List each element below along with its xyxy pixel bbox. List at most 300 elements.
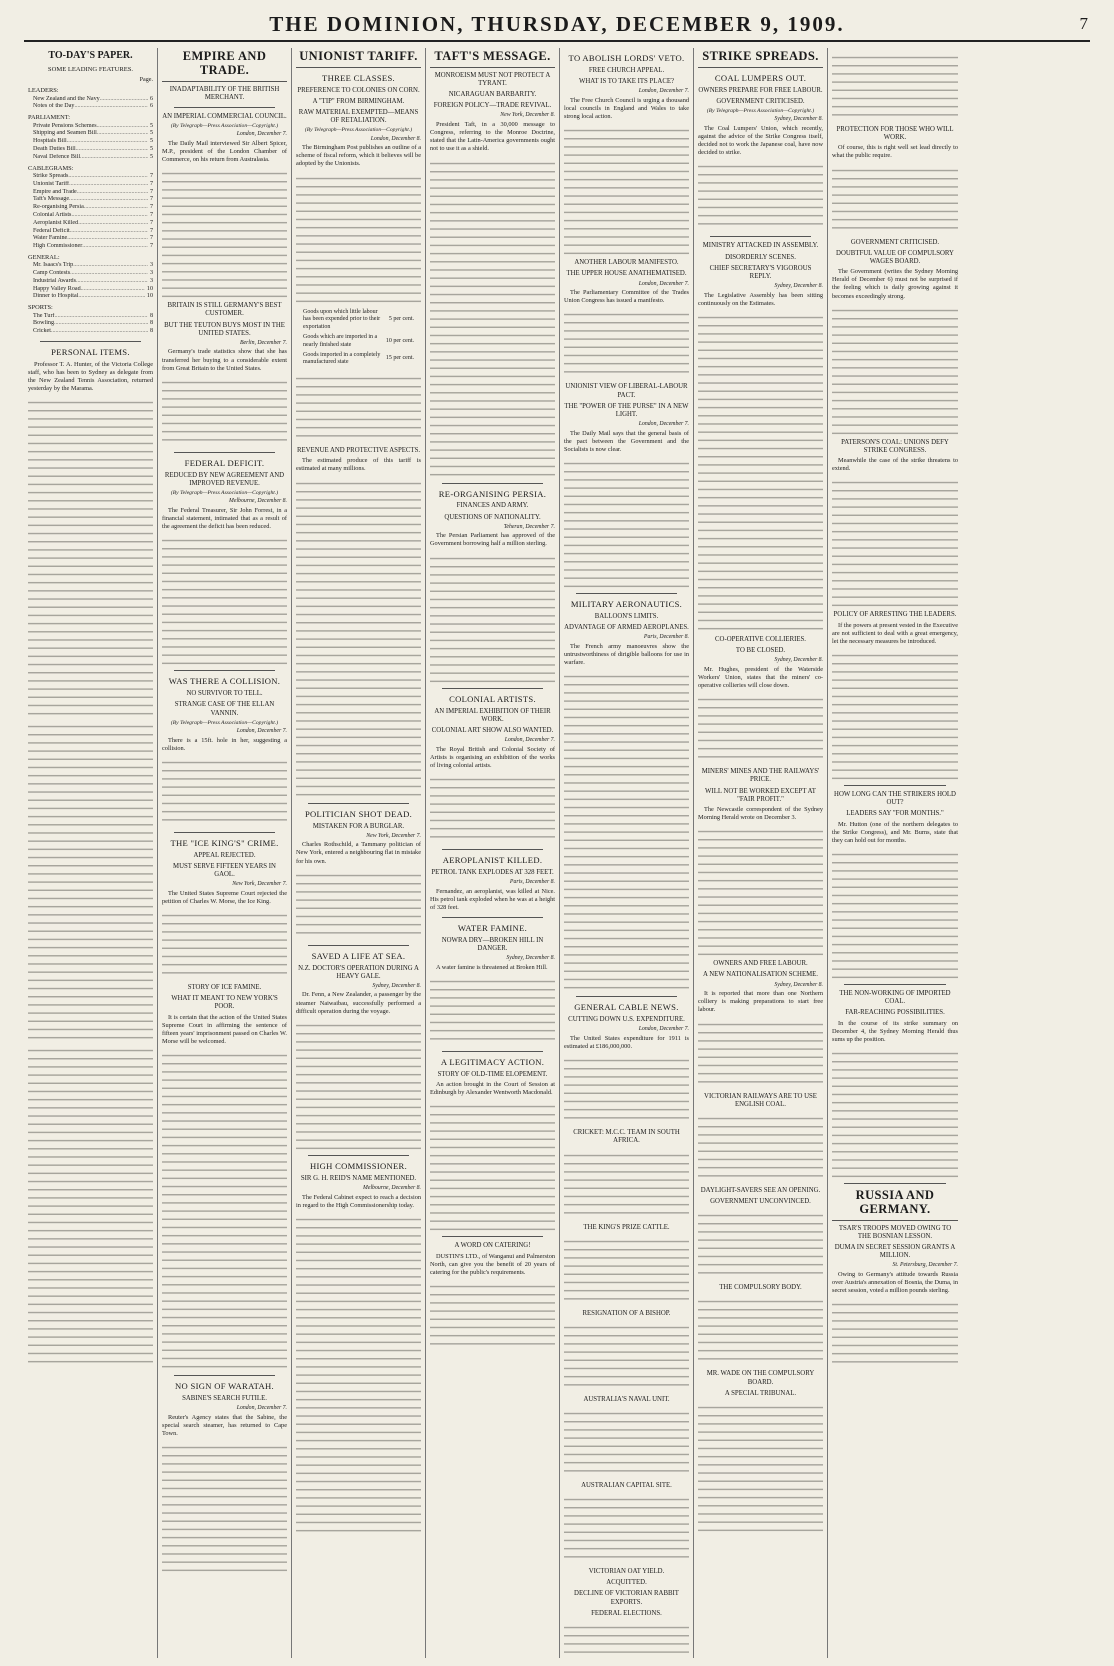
toc-entry-page: 7 (149, 188, 153, 195)
toc-entry-page: 8 (149, 320, 153, 327)
subheadline: NICARAGUAN BARBARITY. (448, 91, 537, 99)
section-divider (442, 1051, 543, 1052)
subheadline: MONROEISM MUST NOT PROTECT A TYRANT. (434, 71, 551, 87)
toc-entry (28, 189, 153, 197)
article-body: The Birmingham Post publishes an outline of a scheme of fiscal reform, which it believes will be adopted by the Unionists. (296, 144, 421, 168)
subheadline: GOVERNMENT UNCONVINCED. (710, 1198, 811, 1206)
headline: RUSSIA AND GERMANY. (832, 1189, 958, 1221)
subheadline: AUSTRALIA'S NAVAL UNIT. (583, 1395, 670, 1403)
dateline: London, December 7. (638, 88, 689, 95)
article-body: Meanwhile the case of the strike threatens to extend. (832, 457, 958, 473)
section-divider (442, 917, 543, 918)
toc-entry-title: Federal Deficit (33, 227, 70, 234)
body-text-block (698, 1402, 823, 1532)
headline: GENERAL CABLE NEWS. (574, 1002, 679, 1013)
toc-entry-title: Colonial Artists (33, 211, 72, 218)
toc-entry (28, 146, 153, 154)
subheadline: PETROL TANK EXPLODES AT 328 FEET. (431, 868, 554, 876)
subheadline: QUESTIONS OF NATIONALITY. (444, 513, 541, 521)
tariff-row (303, 309, 414, 332)
body-text-block (564, 458, 689, 588)
section-divider (40, 341, 141, 342)
subheadline: ADVANTAGE OF ARMED AEROPLANES. (564, 624, 689, 632)
article-body: Owing to Germany's attitude towards Russia over Austria's annexation of Bosnia, the Duma, in secret session, voted a million pounds sterling. (832, 1270, 958, 1295)
page-number: 7 (1079, 14, 1088, 33)
body-text-block (564, 1055, 689, 1125)
subheadline: VICTORIAN OAT YIELD. (588, 1568, 665, 1576)
subheadline: THREE CLASSES. (322, 72, 395, 83)
subheadline: A NEW NATIONALISATION SCHEME. (702, 971, 819, 979)
dateline: London, December 7. (638, 421, 689, 428)
body-text-block (162, 1442, 287, 1572)
headline: AEROPLANIST KILLED. (442, 855, 543, 866)
toc-entry-title: Taft's Message (33, 196, 70, 203)
toc-entry-title: Hospitals Bill (33, 138, 67, 145)
toc-entry-page: 5 (149, 146, 153, 152)
subheadline: BUT THE TEUTON BUYS MOST IN THE UNITED STATES. (164, 321, 285, 337)
subheadline: MINISTRY ATTACKED IN ASSEMBLY. (702, 242, 819, 250)
body-text-block (564, 125, 689, 255)
toc-entry-title: Naval Defence Bill (33, 153, 81, 160)
toc-entry (28, 328, 153, 336)
column-7 (828, 48, 962, 1658)
toc-entry-page: 6 (149, 95, 153, 102)
toc-entry-title: Industrial Awards (33, 277, 76, 284)
toc-entry-title: Happy Valley Road (33, 285, 81, 292)
subheadline: STORY OF ICE FAMINE. (187, 984, 262, 992)
subheadline: INADAPTABILITY OF THE BRITISH MERCHANT. (169, 85, 280, 101)
newspaper-title: THE DOMINION, THURSDAY, DECEMBER 9, 1909. (269, 12, 845, 36)
article-body: Mr. Hughes, president of the Waterside Workers' Union, states that the miners' co-operative collieries will close down. (698, 665, 823, 690)
body-text-block (162, 1050, 287, 1370)
subheadline: OWNERS AND FREE LABOUR. (713, 960, 808, 968)
subheadline: A "TIP" FROM BIRMINGHAM. (312, 97, 405, 105)
dateline: Melbourne, December 8. (363, 1184, 421, 1191)
subheadline: RESIGNATION OF A BISHOP. (582, 1309, 671, 1317)
headline: SAVED A LIFE AT SEA. (311, 950, 406, 961)
article-body: The Federal Treasurer, Sir John Forrest, in a financial statement, intimated that as a result of the agreement the deficit has been reduced. (162, 506, 287, 531)
headline: HIGH COMMISSIONER. (309, 1160, 408, 1171)
toc-entry (28, 123, 153, 131)
toc-category: GENERAL: (28, 253, 60, 261)
section-divider (442, 849, 543, 850)
toc-title: TO-DAY'S PAPER. (48, 50, 133, 61)
toc-entry-title: Death Duties Bill (33, 146, 76, 152)
subheadline: PREFERENCE TO COLONIES ON CORN. (297, 86, 420, 94)
subheadline: CHIEF SECRETARY'S VIGOROUS REPLY. (709, 264, 812, 280)
subheadline: DECLINE OF VICTORIAN RABBIT EXPORTS. (574, 1590, 679, 1606)
toc-entry-title: Dinner to Hospital (33, 293, 79, 300)
subheadline: AN IMPERIAL EXHIBITION OF THEIR WORK. (434, 707, 551, 723)
dateline: London, December 7. (236, 728, 287, 735)
section-divider (844, 1183, 946, 1184)
section-divider (442, 483, 543, 484)
toc-entry (28, 243, 153, 251)
headline: COLONIAL ARTISTS. (449, 693, 536, 704)
dateline: Teheran, December 7. (503, 523, 555, 530)
toc-entry-page: 5 (149, 153, 153, 160)
article-body: Professor T. A. Hunter, of the Victoria College staff, who has been to Sydney as delegate from the New Zealand Tennis Association, returned yesterday by the Marama. (28, 360, 153, 393)
article-body: The Coal Lumpers' Union, which recently, against the advice of the Strike Congress itself, decided not to work the Japanese coal, have now decided to strike. (698, 124, 823, 157)
toc-category: LEADERS: (28, 87, 59, 95)
toc-entry-page: 3 (149, 262, 153, 269)
subheadline: THE NON-WORKING OF IMPORTED COAL. (839, 990, 951, 1006)
body-text-block (564, 1150, 689, 1220)
toc-category: PARLIAMENT: (28, 114, 71, 122)
dateline: St. Petersburg, December 7. (892, 1262, 958, 1269)
dateline: Sydney, December 8. (774, 657, 823, 664)
subheadline: APPEAL REJECTED. (193, 851, 256, 859)
subheadline: ACQUITTED. (606, 1579, 647, 1587)
section-divider (576, 593, 677, 594)
toc-subtitle: SOME LEADING FEATURES. (47, 66, 134, 73)
toc-entry-page: 8 (149, 328, 153, 335)
toc-entry-page: 5 (149, 122, 153, 129)
article-body: A water famine is threatened at Broken Hill. (436, 963, 548, 971)
headline: THE "ICE KING'S" CRIME. (170, 837, 279, 848)
body-text-block (296, 478, 421, 798)
subheadline: FOREIGN POLICY—TRADE REVIVAL. (433, 102, 552, 110)
subheadline: FREE CHURCH APPEAL. (588, 66, 665, 74)
toc-entry-page: 7 (149, 243, 153, 250)
subheadline: DAYLIGHT-SAVERS SEE AN OPENING. (700, 1186, 821, 1194)
tariff-table (301, 307, 416, 370)
toc-entry-page: 6 (149, 103, 153, 110)
body-text-block (832, 305, 958, 435)
byline: (By Telegraph—Press Association—Copyright.) (304, 127, 413, 134)
headline: RE-ORGANISING PERSIA. (438, 488, 547, 499)
article-body: The Parliamentary Committee of the Trades Union Congress has issued a manifesto. (564, 289, 689, 305)
section-divider (174, 832, 275, 833)
subheadline: COAL LUMPERS OUT. (714, 72, 807, 83)
toc-entry-page: 7 (149, 196, 153, 203)
dateline: London, December 7. (638, 1026, 689, 1033)
tariff-rate: 5 per cent. (388, 316, 414, 323)
body-text-block (832, 477, 958, 607)
body-text-block (564, 309, 689, 379)
toc-entry (28, 103, 153, 111)
subheadline: DUMA IN SECRET SESSION GRANTS A MILLION. (834, 1243, 956, 1260)
article-body: The estimated produce of this tariff is estimated at many millions. (296, 457, 421, 473)
section-divider (442, 1236, 543, 1237)
toc-entry-page: 7 (149, 211, 153, 218)
subheadline: VICTORIAN RAILWAYS ARE TO USE ENGLISH COAL. (704, 1092, 817, 1108)
toc-entry (28, 181, 153, 189)
article-body: Dr. Fenn, a New Zealander, a passenger by the steamer Naiwaibau, successfully performed a difficult operation during the voyage. (296, 991, 421, 1015)
subheadline: MUST SERVE FIFTEEN YEARS IN GAOL. (173, 862, 276, 879)
toc-entry-title: Cricket (33, 328, 51, 335)
toc-entry (28, 262, 153, 270)
article-body: An action brought in the Court of Session at Edinburgh by Alexander Wentworth Macdonald. (430, 1081, 555, 1097)
subheadline: PATERSON'S COAL: UNIONS DEFY STRIKE CONGRESS. (841, 438, 949, 454)
toc-entry-page: 10 (146, 285, 153, 292)
body-text-block (28, 397, 153, 717)
column-3 (292, 48, 426, 1658)
dateline: Berlin, December 7. (239, 339, 287, 346)
advertisement-text: DUSTIN'S LTD., of Wanganui and Palmerston North, can give you the benefit of 20 years of catering for the public's requirements. (430, 1252, 555, 1276)
subheadline: THE UPPER HOUSE ANATHEMATISED. (566, 270, 687, 278)
headline: WATER FAMINE. (457, 923, 528, 934)
section-divider (442, 688, 543, 689)
body-text-block (296, 870, 421, 940)
subheadline: FINANCES AND ARMY. (456, 502, 529, 510)
dateline: Sydney, December 8. (506, 955, 555, 962)
article-body: The Federal Cabinet expect to reach a decision in regard to the High Commissionership today. (296, 1193, 421, 1209)
column-5 (560, 48, 694, 1658)
subheadline: THE "POWER OF THE PURSE" IN A NEW LIGHT. (564, 402, 689, 418)
section-divider (308, 803, 409, 804)
subheadline: NO SURVIVOR TO TELL. (186, 690, 263, 698)
dateline: Melbourne, December 8. (229, 498, 287, 505)
subheadline: AUSTRALIAN CAPITAL SITE. (581, 1482, 672, 1490)
body-text-block (564, 1408, 689, 1478)
toc-entry-page: 7 (149, 219, 153, 226)
body-text-block (832, 1048, 958, 1178)
dateline: Paris, December 8. (509, 879, 555, 886)
toc-page-label: Page. (139, 76, 153, 83)
toc-entry-page: 7 (149, 235, 153, 242)
dateline: Sydney, December 8. (774, 283, 823, 290)
byline: (By Telegraph—Press Association—Copyright.) (170, 122, 279, 129)
article-body: President Taft, in a 30,000 message to Congress, referring to the Monroe Doctrine, stated that the Latin-America governments ought not to use it as a shield. (430, 120, 555, 153)
article-body: The Daily Mail interviewed Sir Albert Spicer, M.P., president of the London Chamber of Commerce, on his return from Australasia. (162, 139, 287, 164)
body-text-block (296, 1020, 421, 1150)
tariff-label: Goods upon which little labour has been expended prior to their exportation (303, 308, 381, 331)
article-body: The United States Supreme Court rejected the petition of Charles W. Morse, the Ice King. (162, 889, 287, 905)
section-divider (710, 236, 811, 237)
body-text-block (28, 1045, 153, 1365)
tariff-rate: 15 per cent. (385, 355, 414, 362)
subheadline: WHAT IS TO TAKE ITS PLACE? (578, 78, 675, 86)
tariff-label: Goods imported in a completely manufactured state (303, 351, 381, 366)
toc-entry-title: Private Pensions Schemes (33, 122, 97, 129)
body-text-block (564, 1622, 689, 1658)
byline: (By Telegraph—Press Association—Copyright.) (170, 719, 279, 726)
body-text-block (698, 161, 823, 231)
dateline: London, December 8. (370, 135, 421, 142)
subheadline: REDUCED BY NEW AGREEMENT AND IMPROVED REVENUE. (164, 471, 285, 487)
body-text-block (564, 671, 689, 991)
body-text-block (832, 165, 958, 235)
tariff-row (303, 334, 414, 350)
article-body: Of course, this is right well set lead directly to what the public require. (832, 144, 958, 160)
toc-entry (28, 173, 153, 181)
subheadline: CUTTING DOWN U.S. EXPENDITURE. (568, 1016, 685, 1024)
subheadline: SABINE'S SEARCH FUTILE. (182, 1395, 267, 1403)
toc-category: CABLEGRAMS: (28, 164, 74, 172)
column-1 (24, 48, 158, 1658)
subheadline: COLONIAL ART SHOW ALSO WANTED. (431, 726, 554, 734)
body-text-block (296, 173, 421, 303)
dateline: New York, December 8. (500, 112, 555, 119)
subheadline: PROTECTION FOR THOSE WHO WILL WORK. (836, 126, 954, 142)
toc-entry-title: Aeroplanist Killed (33, 219, 79, 226)
tariff-row (303, 352, 414, 368)
column-6 (694, 48, 828, 1658)
body-text-block (698, 1019, 823, 1089)
headline: PERSONAL ITEMS. (51, 346, 130, 357)
body-text-block (162, 168, 287, 298)
subheadline: OWNERS PREPARE FOR FREE LABOUR. (698, 86, 823, 94)
headline: A LEGITIMACY ACTION. (440, 1057, 545, 1068)
toc-entry (28, 212, 153, 220)
headline: TAFT'S MESSAGE. (430, 50, 555, 68)
body-text-block (564, 1322, 689, 1392)
article-body: There is a 15ft. hole in her, suggesting a collision. (162, 736, 287, 752)
toc-entry-title: Re-organising Persia (33, 204, 84, 211)
subheadline: N.Z. DOCTOR'S OPERATION DURING A HEAVY GALE. (298, 964, 419, 980)
subheadline: FAR-REACHING POSSIBILITIES. (845, 1009, 945, 1017)
body-text-block (698, 826, 823, 956)
headline: NO SIGN OF WARATAH. (175, 1381, 274, 1392)
subheadline: HOW LONG CAN THE STRIKERS HOLD OUT? (834, 791, 956, 807)
subheadline: TSAR'S TROOPS MOVED OWING TO THE BOSNIAN LESSON. (838, 1224, 952, 1240)
body-text-block (832, 1299, 958, 1369)
body-text-block (832, 849, 958, 979)
headline: WAS THERE A COLLISION. (168, 676, 281, 687)
column-4 (426, 48, 560, 1658)
headline: FEDERAL DEFICIT. (184, 457, 265, 468)
toc-entry-title: The Turf (33, 312, 55, 319)
toc-entry (28, 220, 153, 228)
toc-entry (28, 204, 153, 212)
toc-entry-page: 7 (149, 227, 153, 234)
section-divider (844, 984, 946, 985)
headline: UNIONIST TARIFF. (296, 50, 421, 68)
toc-entry (28, 293, 153, 301)
subheadline: WILL NOT BE WORKED EXCEPT AT "FAIR PROFIT." (705, 787, 816, 803)
body-text-block (162, 910, 287, 980)
toc-entry-page: 3 (149, 270, 153, 277)
column-2 (158, 48, 292, 1658)
body-text-block (430, 553, 555, 683)
toc-entry-title: Notes of the Day (33, 103, 75, 110)
subheadline: LEADERS SAY "FOR MONTHS." (846, 810, 944, 818)
body-text-block (430, 158, 555, 478)
subheadline: THE COMPULSORY BODY. (719, 1284, 802, 1292)
dateline: Sydney, December 8. (774, 116, 823, 123)
body-text-block (430, 976, 555, 1046)
toc-entry (28, 270, 153, 278)
section-divider (844, 785, 946, 786)
subheadline: MR. WADE ON THE COMPULSORY BOARD. (706, 1370, 815, 1386)
subheadline: AN IMPERIAL COMMERCIAL COUNCIL. (162, 112, 287, 120)
article-body: It is reported that more than one Northern colliery is making preparations to start free labour. (698, 990, 823, 1014)
body-text-block (698, 1296, 823, 1366)
body-text-block (296, 1214, 421, 1534)
dateline: Sydney, December 8. (774, 981, 823, 988)
subheadline: SIR G. H. REID'S NAME MENTIONED. (300, 1174, 417, 1182)
toc-entry (28, 235, 153, 243)
body-text-block (430, 1281, 555, 1351)
section-divider (174, 670, 275, 671)
subheadline: GOVERNMENT CRITICISED. (716, 97, 805, 105)
subheadline: A SPECIAL TRIBUNAL. (724, 1389, 797, 1397)
article-body: The Royal British and Colonial Society of Artists is organising an exhibition of the works of living colonial artists. (430, 745, 555, 769)
subheadline: DISORDERLY SCENES. (725, 253, 796, 261)
body-text-block (564, 1236, 689, 1306)
dateline: London, December 7. (504, 737, 555, 743)
toc-entry (28, 278, 153, 286)
toc-entry (28, 228, 153, 236)
toc-entry-title: Camp Contests (33, 270, 71, 277)
body-text-block (832, 650, 958, 780)
toc-entry-title: New Zealand and the Navy (33, 95, 100, 102)
article-body: The Persian Parliament has approved of the Government borrowing half a million sterling. (430, 532, 555, 548)
toc-entry-title: Mr. Isaacs's Trip (33, 262, 74, 269)
toc-entry (28, 138, 153, 146)
dateline: New York, December 7. (232, 881, 287, 888)
dateline: London, December 7. (236, 131, 287, 138)
subheadline: CRICKET: M.C.C. TEAM IN SOUTH AFRICA. (573, 1129, 680, 1145)
toc-entry-title: Shipping and Seamen Bill (33, 130, 97, 137)
toc-page-label-row (28, 77, 153, 85)
subheadline: ANOTHER LABOUR MANIFESTO. (574, 259, 679, 267)
toc-entry (28, 196, 153, 204)
headline: EMPIRE AND TRADE. (162, 50, 287, 82)
article-body: Charles Rothschild, a Tammany politician of New York, entered a neighbouring flat in mistake for his own. (296, 841, 421, 865)
subheadline: UNIONIST VIEW OF LIBERAL-LABOUR PACT. (565, 383, 688, 399)
subheadline: CO-OPERATIVE COLLIERIES. (715, 635, 806, 643)
section-divider (174, 452, 275, 453)
toc-entry (28, 154, 153, 162)
toc-entry-title: High Commissioner (33, 243, 83, 250)
masthead (24, 10, 1090, 42)
toc-entry-page: 5 (149, 130, 153, 137)
toc-entry-page: 3 (149, 277, 153, 284)
subheadline: GOVERNMENT CRITICISED. (850, 238, 940, 246)
article-body: It is certain that the action of the United States Supreme Court in affirming the sentence of fifteen years' imprisonment passed on Charles W. Morse will be welcomed. (162, 1013, 287, 1046)
body-text-block (698, 1210, 823, 1280)
body-text-block (162, 757, 287, 827)
toc-category: SPORTS: (28, 304, 53, 312)
section-divider (308, 1155, 409, 1156)
dateline: London, December 7. (638, 280, 689, 287)
toc-entry-title: Empire and Trade (33, 188, 77, 195)
toc-entry-title: Water Famine (33, 235, 68, 242)
headline: STRIKE SPREADS. (698, 50, 823, 68)
byline: (By Telegraph—Press Association—Copyright.) (170, 490, 279, 497)
toc-entry-page: 7 (149, 172, 153, 179)
subheadline: REVENUE AND PROTECTIVE ASPECTS. (296, 447, 421, 455)
body-text-block (296, 373, 421, 443)
page-columns (24, 48, 1096, 1658)
dateline: Sydney, December 8. (372, 982, 421, 989)
toc-entry-page: 7 (149, 180, 153, 187)
subheadline: A WORD ON CATERING! (454, 1242, 531, 1250)
article-body: Germany's trade statistics show that she has transferred her buying to a considerable extent from Great Britain to the United States. (162, 348, 287, 372)
body-text-block (698, 312, 823, 632)
section-divider (174, 1375, 275, 1376)
subheadline: POLICY OF ARRESTING THE LEADERS. (833, 611, 957, 619)
toc-entry-title: Unionist Tariff (33, 180, 70, 187)
tariff-label: Goods which are imported in a nearly finished state (303, 333, 378, 348)
body-text-block (564, 1494, 689, 1564)
subheadline: BALLOON'S LIMITS. (594, 612, 659, 620)
dateline: New York, December 7. (366, 832, 421, 839)
toc-entry-page: 7 (149, 204, 153, 211)
body-text-block (698, 694, 823, 764)
toc-entry-page: 10 (146, 293, 153, 300)
headline: MILITARY AERONAUTICS. (570, 599, 683, 610)
subheadline: FEDERAL ELECTIONS. (591, 1609, 662, 1617)
headline: TO ABOLISH LORDS' VETO. (568, 53, 685, 63)
toc-entry-page: 5 (149, 138, 153, 145)
subheadline: NOWRA DRY—BROKEN HILL IN DANGER. (441, 937, 544, 953)
article-body: Fernandez, an aeroplanist, was killed at Nice. His petrol tank exploded when he was at a height of 328 feet. (430, 887, 555, 911)
article-body: The Government (writes the Sydney Morning Herald of December 6) must not be surprised if the feeling which is daily growing against it becomes exceedingly strong. (832, 268, 958, 300)
toc-entry (28, 130, 153, 138)
